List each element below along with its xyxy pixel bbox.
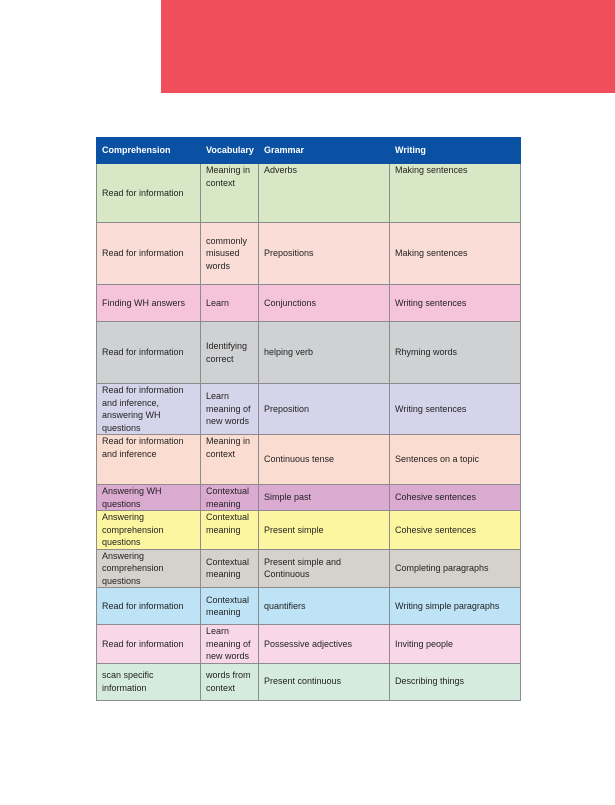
cell-vocabulary: Learn xyxy=(201,285,259,322)
table-row xyxy=(97,549,521,588)
cell-comprehension: Answering comprehension questions xyxy=(97,511,201,550)
cell-grammar: Present simple xyxy=(259,511,390,550)
cell-grammar: quantifiers xyxy=(259,588,390,625)
cell-grammar: Present continuous xyxy=(259,663,390,700)
cell-writing: Rhyming words xyxy=(390,322,521,384)
table-row xyxy=(97,322,521,384)
cell-vocabulary: words from context xyxy=(201,663,259,700)
header-grammar: Grammar xyxy=(259,138,390,164)
header-row xyxy=(97,138,521,164)
cell-grammar: Prepositions xyxy=(259,223,390,285)
cell-writing: Inviting people xyxy=(390,625,521,664)
cell-comprehension: Read for information xyxy=(97,164,201,223)
cell-writing: Completing paragraphs xyxy=(390,549,521,588)
cell-comprehension: Finding WH answers xyxy=(97,285,201,322)
table-body xyxy=(97,164,521,701)
cell-writing: Writing simple paragraphs xyxy=(390,588,521,625)
cell-writing: Making sentences xyxy=(390,223,521,285)
cell-vocabulary: Contextual meaning xyxy=(201,588,259,625)
cell-comprehension: Read for information xyxy=(97,322,201,384)
cell-writing: Cohesive sentences xyxy=(390,511,521,550)
cell-vocabulary: Meaning in context xyxy=(201,164,259,223)
table-row xyxy=(97,588,521,625)
table-header xyxy=(97,138,521,164)
cell-comprehension: Answering comprehension questions xyxy=(97,549,201,588)
cell-writing: Writing sentences xyxy=(390,384,521,435)
cell-grammar: Possessive adjectives xyxy=(259,625,390,664)
cell-grammar: Simple past xyxy=(259,485,390,511)
cell-grammar: Adverbs xyxy=(259,164,390,223)
cell-writing: Cohesive sentences xyxy=(390,485,521,511)
cell-vocabulary: Learn meaning of new words xyxy=(201,384,259,435)
table-row xyxy=(97,511,521,550)
cell-grammar: Conjunctions xyxy=(259,285,390,322)
table-row xyxy=(97,435,521,485)
cell-comprehension: Read for information xyxy=(97,223,201,285)
cell-comprehension: Read for information and inference xyxy=(97,435,201,485)
cell-comprehension: Read for information xyxy=(97,625,201,664)
cell-writing: Writing sentences xyxy=(390,285,521,322)
table-row xyxy=(97,285,521,322)
cell-comprehension: Answering WH questions xyxy=(97,485,201,511)
header-vocabulary: Vocabulary xyxy=(201,138,259,164)
cell-vocabulary: Contextual meaning xyxy=(201,511,259,550)
table-row xyxy=(97,663,521,700)
cell-comprehension: Read for information xyxy=(97,588,201,625)
table-row xyxy=(97,223,521,285)
cell-vocabulary: commonly misused words xyxy=(201,223,259,285)
cell-grammar: helping verb xyxy=(259,322,390,384)
cell-vocabulary: Contextual meaning xyxy=(201,549,259,588)
cell-writing: Describing things xyxy=(390,663,521,700)
cell-vocabulary: Learn meaning of new words xyxy=(201,625,259,664)
cell-writing: Making sentences xyxy=(390,164,521,223)
cell-vocabulary: Meaning in context xyxy=(201,435,259,485)
cell-grammar: Continuous tense xyxy=(259,435,390,485)
cell-grammar: Preposition xyxy=(259,384,390,435)
syllabus-table xyxy=(96,137,521,701)
table-row xyxy=(97,164,521,223)
cell-vocabulary: Identifying correct xyxy=(201,322,259,384)
cell-vocabulary: Contextual meaning xyxy=(201,485,259,511)
table-row xyxy=(97,485,521,511)
header-writing: Writing xyxy=(390,138,521,164)
cell-comprehension: Read for information and inference, answering WH questions xyxy=(97,384,201,435)
header-comprehension: Comprehension xyxy=(97,138,201,164)
header-banner xyxy=(161,0,615,93)
cell-comprehension: scan specific information xyxy=(97,663,201,700)
cell-writing: Sentences on a topic xyxy=(390,435,521,485)
table-row xyxy=(97,625,521,664)
cell-grammar: Present simple and Continuous xyxy=(259,549,390,588)
table-row xyxy=(97,384,521,435)
